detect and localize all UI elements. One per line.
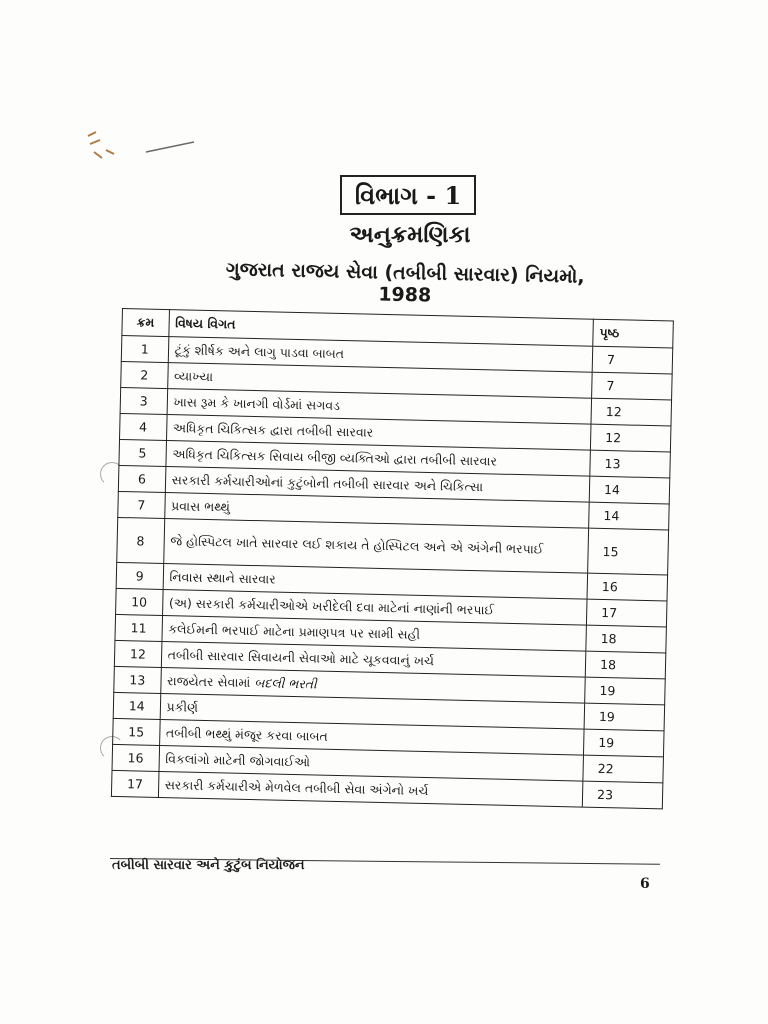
row-page: 19	[585, 677, 666, 705]
row-page: 22	[583, 755, 664, 783]
row-page: 14	[589, 502, 670, 530]
handwritten-note: બદલી ભરતી	[254, 674, 317, 692]
row-page: 14	[589, 476, 670, 504]
row-page: 16	[587, 573, 668, 601]
row-number: 6	[118, 465, 165, 492]
row-topic: ખાસ રૂમ કે ખાનગી વોર્ડમાં સગવડ	[173, 393, 341, 413]
index-table-container	[111, 308, 674, 809]
page-heading: અનુક્રમણિકા	[349, 222, 471, 248]
row-topic: તબીબી ભથ્થું મંજૂર કરવા બાબત	[165, 724, 328, 744]
index-table	[111, 308, 674, 809]
row-number: 4	[120, 413, 167, 440]
row-topic: વ્યાખ્યા	[173, 367, 214, 384]
header-page: પૃષ્ઠ	[593, 319, 674, 348]
row-topic: સરકારી કર્મચારીએ મેળવેલ તબીબી સેવા અંગેનો ખર્ચ	[164, 776, 429, 798]
row-number: 16	[112, 744, 159, 771]
row-number: 12	[114, 640, 161, 667]
row-page: 7	[592, 346, 673, 374]
row-page: 19	[584, 703, 665, 731]
row-topic: કલેઈમની ભરપાઈ માટેના પ્રમાણપત્ર પર સામી સહી	[168, 620, 421, 642]
row-page: 17	[586, 599, 667, 627]
header-topic: વિષય વિગત	[168, 310, 593, 347]
row-number: 14	[113, 692, 160, 719]
row-topic: જે હોસ્પિટલ ખાતે સારવાર લઈ શકાય તે હોસ્પિટલ અને એ અંગેની ભરપાઈ	[170, 533, 544, 557]
row-number: 10	[116, 588, 163, 615]
row-page: 12	[590, 424, 671, 452]
section-label: વિભાગ - 1	[340, 175, 476, 215]
footer-title: તબીબી સારવાર અને કુટુંબ નિયોજન	[112, 858, 305, 873]
row-topic: અધિકૃત ચિકિત્સક સિવાય બીજી વ્યક્તિઓ દ્વારા તબીબી સારવાર	[172, 445, 498, 469]
row-topic: નિવાસ સ્થાને સારવાર	[169, 568, 276, 587]
row-number: 3	[120, 387, 167, 414]
page-subheading: ગુજરાત રાજય સેવા (તબીબી સારવાર) નિયમો, 1988	[225, 258, 585, 307]
row-page: 18	[586, 625, 667, 653]
row-page: 7	[592, 372, 673, 400]
row-number: 11	[115, 614, 162, 641]
scan-smudge-mark	[86, 128, 196, 168]
row-topic: તબીબી સારવાર સિવાયની સેવાઓ માટે ચૂકવવાનું ખર્ચ	[167, 646, 435, 668]
row-number: 9	[116, 562, 163, 589]
header-number: ક્રમ	[122, 309, 169, 337]
index-table-body	[111, 336, 672, 809]
row-number: 2	[121, 361, 168, 388]
row-page: 12	[591, 398, 672, 426]
row-topic: (અ) સરકારી કર્મચારીઓએ ખરીદેલી દવા માટેનાં નાણાંની ભરપાઈ	[168, 594, 495, 618]
row-page: 18	[585, 651, 666, 679]
row-number: 7	[118, 491, 165, 518]
row-number: 8	[117, 517, 165, 563]
row-page: 13	[590, 450, 671, 478]
row-topic: પ્રવાસ ભથ્થું	[170, 497, 231, 514]
row-topic: પ્રકીર્ણ	[166, 698, 199, 715]
row-page: 15	[588, 528, 669, 575]
row-page: 19	[584, 729, 665, 757]
row-topic: ટૂંકું શીર્ષક અને લાગુ પાડવા બાબત	[174, 341, 345, 361]
row-topic: સરકારી કર્મચારીઓનાં કુટુંબોની તબીબી સારવાર અને ચિકિત્સા	[171, 471, 484, 494]
row-number: 13	[114, 666, 161, 693]
row-topic: અધિકૃત ચિકિત્સક દ્વારા તબીબી સારવાર	[172, 419, 374, 440]
row-number: 1	[121, 336, 168, 363]
row-number: 17	[111, 770, 158, 797]
row-page: 23	[582, 781, 663, 809]
row-number: 5	[119, 439, 166, 466]
page-number: 6	[640, 876, 650, 892]
row-topic: વિકલાંગો માટેની જોગવાઈઓ	[165, 750, 311, 769]
row-topic: રાજયેતર સેવામાં	[166, 672, 251, 690]
row-number: 15	[113, 718, 160, 745]
